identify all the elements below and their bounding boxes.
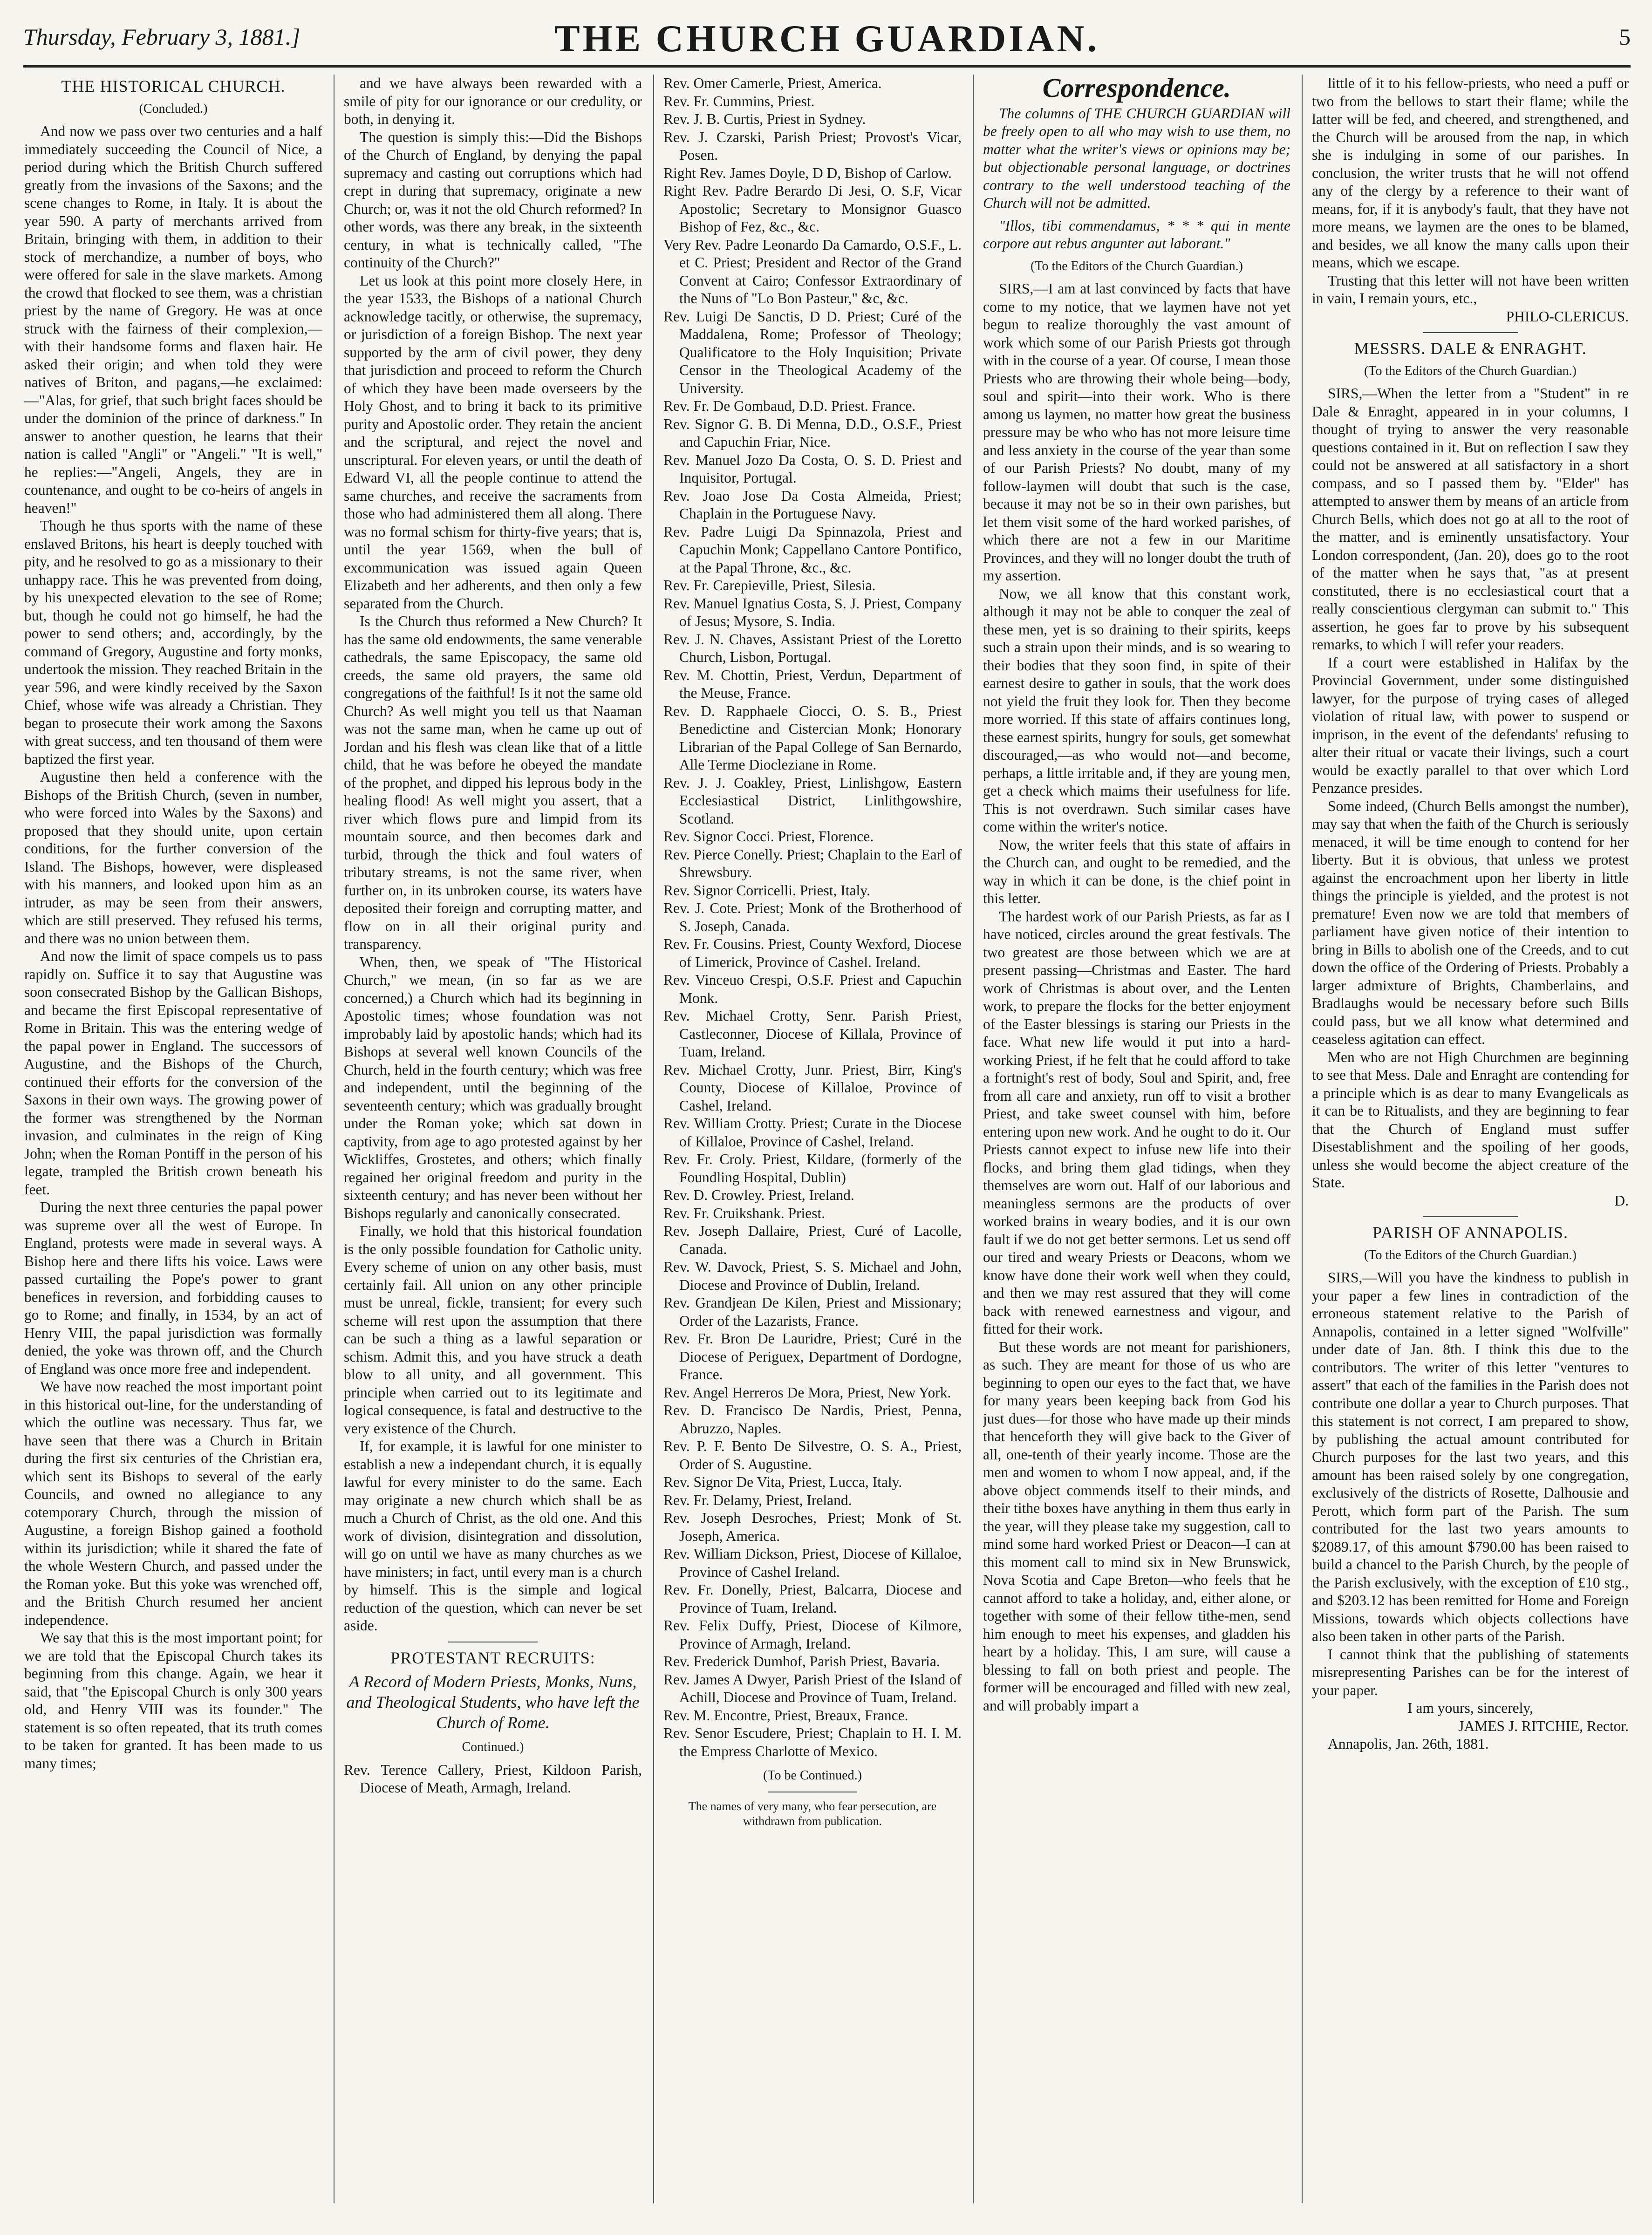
recruit-entry: Rev. D. Rapphaele Ciocci, O. S. B., Priest Benedictine and Cistercian Monk; Honorary Librarian of the Papal College of San Bernardo, Alle Terme Diocleziane in Rome. (663, 702, 962, 773)
continued-label: (To be Continued.) (763, 1768, 862, 1783)
paragraph: Now, the writer feels that this state of affairs in the Church can, and ought to be remedied, and the way in which it can be done, is the chief point in this letter. (983, 836, 1290, 906)
recruit-entry: Rev. Vinceuo Crespi, O.S.F. Priest and Capuchin Monk. (663, 972, 962, 1006)
column-divider (1302, 75, 1303, 2203)
paragraph: We have now reached the most important point in this historical out-line, for the understanding of which the outline was necessary. Thus far, we have seen that there was a Church in Britain during the first six centuries of the Christian era, which sent its Bishops to several of the early Councils, and owned no allegiance to any cotemporary Church, through the mission of Augustine, a foreign Bishop gained a foothold within its jurisdiction; while it shared the fate of the whole Western Church, and passed under the the Roman yoke. But this yoke was wrenched off, and the British Church resumed her ancient independence. (24, 1378, 322, 1628)
recruit-entry: Rev. Joao Jose Da Costa Almeida, Priest; Chaplain in the Portuguese Navy. (663, 487, 962, 522)
recruit-entry: Rev. Senor Escudere, Priest; Chaplain to H. I. M. the Empress Charlotte of Mexico. (663, 1725, 962, 1759)
section-heading-correspondence: Correspondence. (1042, 75, 1231, 103)
recruit-entry: Rev. Joseph Dallaire, Priest, Curé of Lacolle, Canada. (663, 1223, 962, 1257)
paragraph: I cannot think that the publishing of statements misrepresenting Parishes can be for the interest of your paper. (1312, 1646, 1629, 1698)
recruit-entry: Rev. J. N. Chaves, Assistant Priest of the Loretto Church, Lisbon, Portugal. (663, 631, 962, 665)
recruit-entry: Rev. Padre Luigi Da Spinnazola, Priest and Capuchin Monk; Cappellano Cantore Pontifico, at the Papal Throne, &c., &c. (663, 523, 962, 576)
recruit-entry: Rev. Signor Cocci. Priest, Florence. (663, 828, 874, 845)
paragraph: Trusting that this letter will not have been written in vain, I remain yours, etc., (1312, 272, 1629, 307)
column-5 (1312, 75, 1629, 2213)
recruit-entry: Rev. Fr. Delamy, Priest, Ireland. (663, 1492, 852, 1508)
recruit-entry: Rev. M. Encontre, Priest, Breaux, France. (663, 1707, 908, 1724)
recruit-entry: Right Rev. Padre Berardo Di Jesi, O. S.F, Vicar Apostolic; Secretary to Monsignor Guasco Bishop of Fez, &c., &c. (663, 183, 962, 235)
article-heading-parish-annapolis: PARISH OF ANNAPOLIS. (1372, 1223, 1568, 1242)
paragraph: Now, we all know that this constant work, although it may not be able to conquer the zeal of these men, yet is so draining to their spirits, keeps such a strain upon their minds, and is so wearing to their bodies that they soon find, in spite of their earnest desire to gather in souls, that the work does not yield the fruit they look for. Then they become more worried. If this state of affairs continues long, these earnest spirits, hungry for souls, get somewhat discouraged,—as who would not—and become, perhaps, a little irritable and, if they are young men, get a check which maims their usefulness for life. This is not overdrawn. Such similar cases have come within the writer's notice. (983, 585, 1290, 835)
recruit-entry: Rev. Joseph Desroches, Priest; Monk of St. Joseph, America. (663, 1510, 962, 1544)
recruit-entry: Rev. J. J. Coakley, Priest, Linlishgow, Eastern Ecclesiastical District, Linlithgowshire, Scotland. (663, 774, 962, 827)
column-3 (663, 75, 962, 2213)
recruit-entry: Rev. William Crotty. Priest; Curate in the Diocese of Killaloe, Province of Cashel, Ireland. (663, 1115, 962, 1150)
recruit-entry: Rev. J. Cote. Priest; Monk of the Brotherhood of S. Joseph, Canada. (663, 900, 962, 934)
column-divider (973, 75, 974, 2203)
recruits-subtitle: A Record of Modern Priests, Monks, Nuns, and Theological Students, who have left the Church of Rome. (346, 1672, 640, 1732)
page-number: 5 (1619, 24, 1631, 50)
masthead (23, 13, 1631, 60)
recruit-entry: Rev. Grandjean De Kilen, Priest and Missionary; Order of the Lazarists, France. (663, 1295, 962, 1329)
paragraph: Let us look at this point more closely Here, in the year 1533, the Bishops of a national Church acknowledge tacitly, or otherwise, the supremacy, or jurisdiction of a foreign Bishop. The next year supported by the arm of civil power, they deny that jurisdiction and proceed to reform the Church of which they have been made overseers by the Holy Ghost, and to bring it back to its primitive purity and Apostolic order. They retain the ancient and the scriptural, and reject the novel and unscriptural. For eleven years, or until the death of Edward VI, all the people continue to attend the same churches, and receive the sacraments from those who had administered them all along. There was no formal schism for thirty-five years; that is, until the year 1569, when the bull of excommunication was issued again Queen Elizabeth and her adherents, and then only a few separated from the Church. (344, 272, 642, 612)
recruit-entry: Rev. D. Crowley. Priest, Ireland. (663, 1187, 854, 1203)
recruit-entry: Rev. Michael Crotty, Junr. Priest, Birr, King's County, Diocese of Killaloe, Province of Cashel, Ireland. (663, 1061, 962, 1114)
section-rule (1423, 332, 1518, 333)
to-editors-label: (To the Editors of the Church Guardian.) (1364, 363, 1577, 378)
editorial-notice: The columns of THE CHURCH GUARDIAN will be freely open to all who may wish to use them, no matter what the writer's views or opinions may be; but objectionable personal language, or doctrines contrary to the well understood teaching of the Church will not be admitted. (983, 105, 1290, 211)
recruit-entry: Rev. Pierce Conelly. Priest; Chaplain to the Earl of Shrewsbury. (663, 846, 962, 880)
recruit-entry: Rev. J. B. Curtis, Priest in Sydney. (663, 111, 866, 127)
paragraph: and we have always been rewarded with a smile of pity for our ignorance or our credulity, or both, in denying it. (344, 75, 642, 127)
paragraph: Finally, we hold that this historical foundation is the only possible foundation for Catholic unity. Every scheme of union on any other basis, must certainly fail. All union on any other principle must be unreal, fickle, transient; for every such scheme will rest upon the assumption that there can be such a thing as a lawful separation or schism. Admit this, and you have struck a death blow to all unity, and all government. This principle when carried out to its legitimate and logical consequence, is fatal and destructive to the very existence of the Church. (344, 1223, 642, 1437)
recruit-entry: Rev. D. Francisco De Nardis, Priest, Penna, Abruzzo, Naples. (663, 1402, 962, 1437)
article-heading-protestant-recruits: PROTESTANT RECRUITS: (390, 1648, 595, 1667)
recruit-entry: Rev. J. Czarski, Parish Priest; Provost's Vicar, Posen. (663, 129, 962, 163)
signature: D. (1614, 1192, 1629, 1209)
paragraph: When, then, we speak of "The Historical Church," we mean, (in so far as we are concerned,) a Church which had its beginning in Apostolic times; whose foundation was not improbably laid by apostolic hands; which had its Bishops at several well known Councils of the Church, held in the fourth century; which was free and independent, until the beginning of the seventeenth century; which was gradually brought under the Roman yoke; which sat down in captivity, from age to ago protested against by her Wickliffes, Grostetes, and others; which finally regained her original freedom and purity in the sixteenth century; and has never been without her Bishops regularly and canonically consecrated. (344, 954, 642, 1221)
paragraph: But these words are not meant for parishioners, as such. They are meant for those of us who are beginning to open our eyes to the fact that, we have for many years been keeping back from God his just dues—for those who have made up their minds that henceforth they will give back to the Giver of all, one-tenth of their yearly income. Those are the men and women to whom I now appeal, and, if the above object commends itself to their minds, and their tithe boxes have anything in them thus early in the year, will they please take my suggestion, call to mind some hard worked Priest or Deacon—I can at this moment call to mind six in New Brunswick, Nova Scotia and Cape Breton—who feels that he cannot afford to take a holiday, and, either alone, or together with some of their fellow tithe-men, send him enough to meet his expenses, and gladden his heart by a holiday. This, I am sure, will cause a blessing to fall on both priest and people. The former will be encouraged and filled with new zeal, and will probably impart a (983, 1338, 1290, 1714)
recruit-entry: Rev. P. F. Bento De Silvestre, O. S. A., Priest, Order of S. Augustine. (663, 1438, 962, 1472)
recruit-entry: Rev. Signor Corricelli. Priest, Italy. (663, 882, 870, 899)
paragraph: Is the Church thus reformed a New Church? It has the same old endowments, the same venerable cathedrals, the same Episcopacy, the same old creeds, the same old prayers, the same old congregations of the faithful! Is it not the same old Church? As well might you tell us that Naaman was not the same man, when he came up out of Jordan and his flesh was clean like that of a little child, that he was before he obeyed the mandate of the prophet, and dipped his leprous body in the healing flood! As well might you assert, that a river which flows pure and limpid from its mountain source, and then becomes dark and turbid, through the thick and foul waters of tributary streams, is not the same river, when further on, in its unbroken course, its waters have deposited their foreign and corrupting matter, and flow on in all their original purity and transparency. (344, 613, 642, 952)
recruit-entry: Rev. Frederick Dumhof, Parish Priest, Bavaria. (663, 1653, 940, 1669)
article-heading-dale-enraght: MESSRS. DALE & ENRAGHT. (1354, 339, 1587, 358)
recruit-entry: Rev. Manuel Jozo Da Costa, O. S. D. Priest and Inquisitor, Portugal. (663, 451, 962, 486)
recruit-entry: Rev. Angel Herreros De Mora, Priest, New York. (663, 1384, 951, 1401)
section-rule (1423, 1216, 1518, 1217)
closing: I am yours, sincerely, (1407, 1700, 1533, 1716)
issue-date: Thursday, February 3, 1881.] (23, 24, 300, 50)
recruit-entry: Rev. Fr. Donelly, Priest, Balcarra, Diocese and Province of Tuam, Ireland. (663, 1581, 962, 1616)
recruit-entry: Rev. William Dickson, Priest, Diocese of Killaloe, Province of Cashel Ireland. (663, 1546, 962, 1580)
recruit-entry: Rev. Signor G. B. Di Menna, D.D., O.S.F., Priest and Capuchin Friar, Nice. (663, 416, 962, 450)
recruit-entry: Rev. Omer Camerle, Priest, America. (663, 75, 882, 91)
paragraph: little of it to his fellow-priests, who need a puff or two from the bellows to start their flame; while the latter will be fed, and cheered, and strengthened, and the Church will be aroused from the nap, in which she is indulging in some of our parishes. In conclusion, the writer trusts that he will not offend any of the clergy by a reference to their want of means, for, if it is anybody's fault, that they have not more means, we laymen are the ones to be blamed, and besides, we all know the many calls upon their means, which we escape. (1312, 75, 1629, 271)
recruit-entry: Rev. Signor De Vita, Priest, Lucca, Italy. (663, 1474, 902, 1490)
paragraph: And now we pass over two centuries and a half immediately succeeding the Council of Nice, a period during which the British Church suffered greatly from the invasions of the Saxons; and the scene changes to Rome, in Italy. It is about the year 590. A party of merchants arrived from Britain, bringing with them, in addition to their stock of merchandize, a number of boys, who were offered for sale in the slave markets. Among the crowd that flocked to see them, was a christian priest by the name of Gregory. He was at once struck with the fairness of their complexion,—with their handsome forms and flaxen hair. He asked their origin; and when told they were natives of Briton, and pagans,—he exclaimed:—"Alas, for grief, that such bright faces should be under the dominion of the prince of darkness." In answer to another question, he learns that their nation is called "Angli" or "Angeli." "It is well," he replies:—"Angeli, Angels, they are in countenance, and ought to be co-heirs of angels in heaven!" (24, 123, 322, 516)
signature: PHILO-CLERICUS. (1506, 308, 1629, 325)
paragraph: Some indeed, (Church Bells amongst the number), may say that when the faith of the Church is seriously menaced, it will be time enough to contend for her liberty. But it is obvious, that unless we protest against the encroachment upon her liberty in little things the principle is yielded, and the protest is not premature! Even now we are told that members of parliament have given notice of their intention to bring in Bills to abolish one of the Creeds, and to cut down the office of the Ordering of Priests. Probably a larger admixture of Brights, Chamberlains, and Bradlaughs would be necessary before such Bills could pass, but we all know what determined and ceaseless agitation can effect. (1312, 797, 1629, 1047)
recruit-entry: Rev. Fr. Carepieville, Priest, Silesia. (663, 577, 876, 593)
column-4 (983, 75, 1290, 2213)
signature: JAMES J. RITCHIE, Rector. (1458, 1717, 1629, 1734)
paragraph: Men who are not High Churchmen are beginning to see that Mess. Dale and Enraght are contending for a principle which is as dear to many Evangelicals as it can be to Ritualists, and they are beginning to fear that the Church of England must suffer Disestablishment and the spoiling of her goods, unless she would become the abject creature of the State. (1312, 1049, 1629, 1191)
recruit-entry: Rev. Luigi De Sanctis, D D. Priest; Curé of the Maddalena, Rome; Professor of Theology; Qualificatore to the Holy Inquisition; Private Censor in the Theological Academy of the University. (663, 308, 962, 396)
recruit-entry: Rev. Fr. Bron De Lauridre, Priest; Curé in the Diocese of Periguex, Department of Dordogne, France. (663, 1330, 962, 1383)
recruit-entry: Rev. Fr. Croly. Priest, Kildare, (formerly of the Foundling Hospital, Dublin) (663, 1151, 962, 1186)
paragraph: During the next three centuries the papal power was supreme over all the west of Europe. In England, protests were made in several ways. A Bishop here and there lifts his voice. Laws were passed curtailing the Pope's power to grant benefices in reversion, and forbidding causes to go to Rome; and finally, in 1534, by an act of Henry VIII, the papal jurisdiction was formally denied, the yoke was thrown off, and the Church of England was once more free and independent. (24, 1199, 322, 1377)
continued-label: Continued.) (462, 1740, 524, 1754)
paragraph: The hardest work of our Parish Priests, as far as I have noticed, circles around the great festivals. The two greatest are those between which we are at present passing—Christmas and Easter. The hard work of Christmas is about over, and the Lenten work, to prepare the flocks for the better enjoyment of the Easter blessings is staring our Priests in the face. What new life would it put into a hard-working Priest, if he felt that he could afford to take a fortnight's rest of body, Soul and Spirit, and, free from all care and anxiety, run off to visit a brother Priest, and take sweet counsel with him, before entering upon new work. And he ought to do it. Our Priests cannot expect to infuse new life into their flocks, and bring them glad tidings, when they themselves are worn out. Half of our laborious and meaningless sermons are the products of over worked brains in weary bodies, and it is our own fault if we do not get better sermons. Let us send off our tired and weary Priests or Deacons, whom we know have done their work well when they could, and then we may rest assured that they will come back with renewed earnestness and vigour, and fitted for their work. (983, 908, 1290, 1337)
paragraph: We say that this is the most important point; for we are told that the Episcopal Church takes its beginning from this change. Again, we hear it said, that "the Episcopal Church is only 300 years old, and Henry VIII was its founder." The statement is so often repeated, that its truth comes to be taken for granted. It has been made to us many times; (24, 1629, 322, 1772)
recruit-entry: Rev. W. Davock, Priest, S. S. Michael and John, Diocese and Province of Dublin, Ireland. (663, 1259, 962, 1293)
recruit-entry: Rev. Felix Duffy, Priest, Diocese of Kilmore, Province of Armagh, Ireland. (663, 1617, 962, 1652)
masthead-rule (23, 65, 1631, 68)
dateline: Annapolis, Jan. 26th, 1881. (1328, 1736, 1489, 1752)
paragraph: And now the limit of space compels us to pass rapidly on. Suffice it to say that Augustine was soon consecrated Bishop by the Gallican Bishops, and became the first Episcopal representative of Rome in Britain. This was the entering wedge of the papal power in England. The successors of Augustine, and the Bishops of the Church, continued their efforts for the conversion of the Saxons in their own ways. The growing power of the former was strengthened by the Norman invasion, and culminates in the reign of King John; when the Roman Pontiff in the person of his legate, trampled the British crown beneath his feet. (24, 948, 322, 1198)
paragraph: SIRS,—I am at last convinced by facts that have come to my notice, that we laymen have not yet begun to realize thoroughly the vast amount of work which some of our Parish Priests got through with in the course of a year. Of course, I mean those Priests who are throwing their whole being—body, soul and spirit—into their work. Who is there among us laymen, no matter how great the business pressure may be who who has not more leisure time and less anxiety in the course of the year than some of our Parish Priests? No doubt, many of my follow-laymen will doubt that such is the case, because it may not be so in their own parishes, but let them visit some of the hard worked parishes, of which there are not a few in our Maritime Provinces, and they will no longer doubt the truth of my assertion. (983, 280, 1290, 584)
paragraph: If, for example, it is lawful for one minister to establish a new a independant church, it is equally lawful for every minister to do the same. Each may originate a new church which shall be as much a Church of Christ, as the old one. And this work of division, disintegration and dissolution, will go on until we have as many churches as we have ministers; in fact, until every man is a church by himself. This is the simple and logical reduction of the question, which can never be set aside. (344, 1438, 642, 1634)
recruit-entry: Rev. M. Chottin, Priest, Verdun, Department of the Meuse, France. (663, 667, 962, 701)
to-editors-label: (To the Editors of the Church Guardian.) (1030, 259, 1243, 273)
recruit-entry: Rev. James A Dwyer, Parish Priest of the Island of Achill, Diocese and Province of Tuam, Ireland. (663, 1671, 962, 1705)
column-1 (24, 75, 322, 2213)
column-2 (344, 75, 642, 2213)
recruit-entry: Rev. Fr. Cruikshank. Priest. (663, 1205, 826, 1221)
recruit-entry: Right Rev. James Doyle, D D, Bishop of Carlow. (663, 164, 952, 181)
paragraph: Though he thus sports with the name of these enslaved Britons, his heart is deeply touched with pity, and he resolved to go as a missionary to their unhappy race. This he was prevented from doing, by his unexpected elevation to the see of Rome; but, though he could not go himself, he had the power to send others; and, accordingly, by the command of Gregory, Augustine and forty monks, undertook the mission. They reached Britain in the year 596, and were kindly received by the Saxon Chief, whose wife was already a Christian. They began to prosecute their work among the Saxons with great success, and ten thousand of them were baptized the first year. (24, 518, 322, 767)
recruit-entry: Rev. Fr. De Gombaud, D.D. Priest. France. (663, 398, 916, 414)
recruit-entry: Rev. Terence Callery, Priest, Kildoon Parish, Diocese of Meath, Armagh, Ireland. (344, 1761, 642, 1796)
paragraph: The question is simply this:—Did the Bishops of the Church of England, by denying the papal supremacy and casting out corruptions which had crept in during that supremacy, originate a new Church; or, was it not the old Church reformed? In other words, was there any break, in the sixteenth century, in what is technically called, "The continuity of the Church?" (344, 129, 642, 271)
paragraph: SIRS,—When the letter from a "Student" in re Dale & Enraght, appeared in in your columns, I thought of trying to answer the very reasonable questions contained in it. But on reflection I saw they could not be answered at all satisfactory in a short compass, and so I passed them by. "Elder" has attempted to answer them by means of an article from Church Bells, which does not go at all to the root of the matter, and is eminently unsatisfactory. Your London correspondent, (Jan. 20), does go to the root of the matter when he says that, "as at present constituted, there is no ecclesiastical court that a really conscientious clergyman can submit to." This assertion, he goes far to prove by his subsequent remarks, to which I will refer your readers. (1312, 385, 1629, 653)
paragraph: SIRS,—Will you have the kindness to publish in your paper a few lines in contradiction of the erroneous statement relative to the Parish of Annapolis, contained in a letter signed "Wolfville" under date of Jan. 8th. I think this due to the contributors. The writer of this letter "ventures to assert" that each of the families in the Parish does not contribute one dollar a year to Church purposes. That this statement is not correct, I am prepared to show, by publishing the actual amount contributed for Church purposes for the last two years, and this amount has been raised solely by one congregation, exclusively of the districts of Rosette, Dalhousie and Perott, which form part of the Parish. The sum contributed for the last two years amounts to $2089.17, of this amount $790.00 has been raised to build a chancel to the Parish Church, by the people of the Parish exclusively, with the exception of £10 stg., and $203.12 has been remitted for Home and Foreign Missions, towards which objects collections have also been taken in other parts of the Parish. (1312, 1269, 1629, 1644)
recruit-entry: Rev. Manuel Ignatius Costa, S. J. Priest, Company of Jesus; Mysore, S. India. (663, 595, 962, 629)
recruit-entry: Rev. Fr. Cummins, Priest. (663, 93, 815, 109)
recruit-entry: Rev. Michael Crotty, Senr. Parish Priest, Castleconner, Diocese of Killala, Province of Tuam, Ireland. (663, 1008, 962, 1060)
article-heading-historical-church: THE HISTORICAL CHURCH. (61, 77, 286, 95)
newspaper-title: THE CHURCH GUARDIAN. (554, 17, 1100, 60)
recruit-entry: Very Rev. Padre Leonardo Da Camardo, O.S.F., L. et C. Priest; President and Rector of the Grand Convent at Cairo; Confessor Extraordinary of the Nuns of "Lo Bon Pasteur," &c, &c. (663, 236, 962, 307)
column-divider (653, 75, 654, 2203)
paragraph: Augustine then held a conference with the Bishops of the British Church, (seven in number, who were forced into Wales by the Saxons) and proposed that they should unite, upon certain conditions, for the further conversion of the Island. The Bishops, however, were displeased with his manners, and looked upon him as an intruder, as may be seen from their answers, which are still preserved. They refused his terms, and there was no union between them. (24, 769, 322, 947)
paragraph: If a court were established in Halifax by the Provincial Government, under some distinguished lawyer, for the purpose of trying cases of alleged violation of ritual law, with power to suspend or imprison, in the event of the defendants' refusing to alter their ritual or vacate their livings, such a court would be exactly parallel to that over which Lord Penzance presides. (1312, 654, 1629, 796)
recruit-entry: Rev. Fr. Cousins. Priest, County Wexford, Diocese of Limerick, Province of Cashel. Ireland. (663, 936, 962, 970)
to-editors-label: (To the Editors of the Church Guardian.) (1364, 1247, 1577, 1262)
latin-quote: "Illos, tibi commendamus, * * * qui in mente corpore aut rebus angunter aut laborant." (983, 217, 1290, 252)
footnote: The names of very many, who fear persecution, are withdrawn from publication. (688, 1799, 937, 1828)
concluded-label: (Concluded.) (139, 101, 208, 116)
